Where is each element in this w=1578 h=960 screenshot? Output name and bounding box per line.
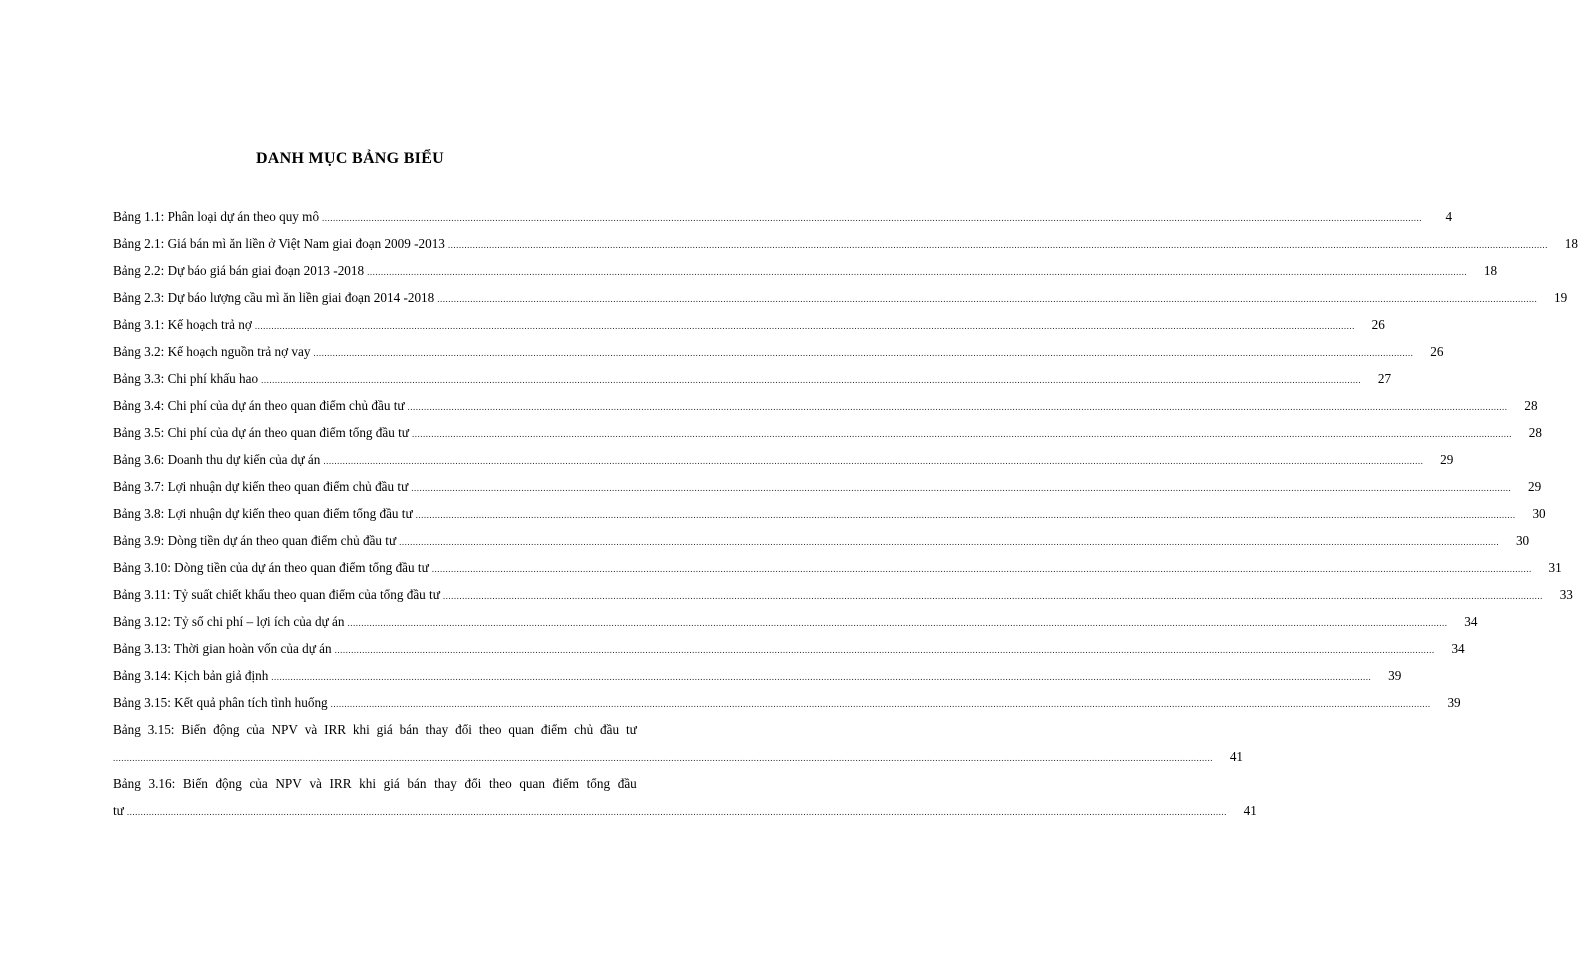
toc-word: bán [407,776,427,791]
dot-leader: ................................................................................................................................................................................................................................................................................................................................................................................................................ [254,321,1355,331]
toc-word: giá [383,776,400,791]
dot-leader: ................................................................................................................................................................................................................................................................................................................................................................................................................ [113,753,1213,763]
toc-word: của [249,776,268,791]
toc-entry-label: Bảng 3.15: Kết quả phân tích tình huống [113,695,328,710]
dot-leader: ................................................................................................................................................................................................................................................................................................................................................................................................................ [271,672,1372,682]
toc-entry [113,365,1392,392]
dot-leader: ................................................................................................................................................................................................................................................................................................................................................................................................................ [411,429,1512,439]
toc-entry-page: 41 [1243,803,1257,818]
toc-entry-page: 27 [1377,371,1392,386]
toc-word: Bảng [113,776,141,791]
toc-entry-label: Bảng 3.6: Doanh thu dự kiến của dự án [113,452,321,467]
dot-leader: ................................................................................................................................................................................................................................................................................................................................................................................................................ [334,645,1435,655]
toc-entry [113,203,1453,230]
toc-word: khi [352,722,370,737]
dot-leader: ................................................................................................................................................................................................................................................................................................................................................................................................................ [322,213,1423,223]
toc-entry [113,419,1542,446]
table-of-contents [113,203,1578,824]
toc-entry [113,689,1461,716]
dot-leader: ................................................................................................................................................................................................................................................................................................................................................................................................................ [313,348,1414,358]
toc-entry-page: 18 [1483,263,1498,278]
dot-leader: ................................................................................................................................................................................................................................................................................................................................................................................................................ [447,240,1548,250]
toc-entry-page: 33 [1559,587,1573,602]
toc-entry-label: Bảng 1.1: Phân loại dự án theo quy mô [113,209,320,224]
toc-entry-page: 34 [1464,614,1478,629]
toc-entry-label: Bảng 3.9: Dòng tiền dự án theo quan điểm chủ đầu tư [113,533,397,548]
toc-entry-label: Bảng 3.2: Kế hoạch nguồn trả nợ vay [113,344,311,359]
toc-entry-label: Bảng 3.12: Tỷ số chi phí – lợi ích của dự án [113,614,345,629]
toc-word: đổi [455,722,472,737]
toc-word: đổi [464,776,482,791]
dot-leader: ................................................................................................................................................................................................................................................................................................................................................................................................................ [442,591,1543,601]
toc-word: IRR [324,722,347,737]
toc-word: điểm [552,776,579,791]
dot-leader: ................................................................................................................................................................................................................................................................................................................................................................................................................ [367,267,1468,277]
toc-word: đầu [617,776,637,791]
toc-entry [113,257,1498,284]
dot-leader: ................................................................................................................................................................................................................................................................................................................................................................................................................ [411,483,1512,493]
toc-entry-page: 29 [1528,479,1542,494]
toc-entry-page: 26 [1430,344,1444,359]
toc-entry-label: Bảng 3.3: Chi phí khấu hao [113,371,259,386]
toc-word: khi [359,776,377,791]
toc-word: của [246,722,265,737]
dot-leader: ................................................................................................................................................................................................................................................................................................................................................................................................................ [407,402,1508,412]
dot-leader: ................................................................................................................................................................................................................................................................................................................................................................................................................ [261,375,1362,385]
dot-leader: ................................................................................................................................................................................................................................................................................................................................................................................................................ [437,294,1538,304]
toc-entry-page: 28 [1528,425,1542,440]
dot-leader: ................................................................................................................................................................................................................................................................................................................................................................................................................ [323,456,1424,466]
toc-word: động [213,722,240,737]
toc-entry-label-continuation: tư [113,803,124,818]
toc-entry [113,446,1454,473]
toc-entry [113,338,1444,365]
toc-entry-page: 39 [1447,695,1461,710]
toc-word: động [215,776,242,791]
toc-entry-label: Bảng 3.14: Kịch bản giả định [113,668,269,683]
toc-entry [113,662,1402,689]
dot-leader: ................................................................................................................................................................................................................................................................................................................................................................................................................ [347,618,1448,628]
toc-entry [113,284,1568,311]
toc-word: chủ [574,722,594,737]
toc-entry-page: 29 [1440,452,1454,467]
toc-entry-page: 26 [1371,317,1385,332]
toc-entry [113,500,1546,527]
toc-entry-label: Bảng 2.1: Giá bán mì ăn liền ở Việt Nam giai đoạn 2009 -2013 [113,236,445,251]
toc-word: thay [425,722,449,737]
toc-entry-label [113,716,637,743]
dot-leader: ................................................................................................................................................................................................................................................................................................................................................................................................................ [126,807,1227,817]
toc-word: IRR [329,776,352,791]
toc-entry-page: 34 [1451,641,1465,656]
toc-entry-label: Bảng 3.5: Chi phí của dự án theo quan điểm tổng đầu tư [113,425,409,440]
toc-word: điểm [540,722,568,737]
toc-entry-label: Bảng 3.4: Chi phí của dự án theo quan điểm chủ đầu tư [113,398,405,413]
toc-word: thay [434,776,457,791]
toc-word: Biến [182,776,208,791]
dot-leader: ................................................................................................................................................................................................................................................................................................................................................................................................................ [330,699,1431,709]
toc-entry-page: 18 [1564,236,1578,251]
toc-word: tổng [586,776,611,791]
toc-word: 3.16: [148,776,176,791]
toc-word: 3.15: [147,722,175,737]
toc-word: NPV [275,776,302,791]
toc-entry [113,581,1573,608]
toc-entry-wrapped [113,770,1257,824]
toc-entry-page: 19 [1554,290,1568,305]
toc-entry-label: Bảng 3.1: Kế hoạch trả nợ [113,317,252,332]
toc-word: đầu [600,722,620,737]
dot-leader: ................................................................................................................................................................................................................................................................................................................................................................................................................ [415,510,1516,520]
toc-entry [113,608,1478,635]
toc-entry-wrapped [113,716,1243,770]
toc-entry-page: 28 [1524,398,1538,413]
toc-entry-label: Bảng 2.2: Dự báo giá bán giai đoạn 2013 -2018 [113,263,365,278]
toc-word: theo [478,722,502,737]
toc-entry-label: Bảng 2.3: Dự báo lượng cầu mì ăn liền giai đoạn 2014 -2018 [113,290,435,305]
toc-entry [113,473,1542,500]
toc-entry-label: Bảng 3.10: Dòng tiền của dự án theo quan điểm tổng đầu tư [113,560,429,575]
toc-entry-page: 30 [1532,506,1546,521]
toc-entry-label: Bảng 3.11: Tỷ suất chiết khấu theo quan điểm của tổng đầu tư [113,587,440,602]
toc-word: quan [508,722,535,737]
toc-word: NPV [271,722,298,737]
toc-entry [113,527,1530,554]
toc-word: Bảng [113,722,141,737]
toc-entry-label: Bảng 3.13: Thời gian hoàn vốn của dự án [113,641,332,656]
toc-word: bán [399,722,419,737]
toc-word: giá [376,722,393,737]
toc-entry-page: 4 [1445,209,1453,224]
toc-word: quan [519,776,545,791]
dot-leader: ................................................................................................................................................................................................................................................................................................................................................................................................................ [399,537,1500,547]
toc-word: và [309,776,322,791]
toc-entry-page: 31 [1548,560,1562,575]
toc-entry-label [113,770,637,797]
toc-entry [113,392,1538,419]
toc-entry-page: 39 [1388,668,1402,683]
toc-entry [113,554,1562,581]
toc-entry [113,311,1385,338]
toc-word: Biến [181,722,207,737]
toc-entry [113,635,1465,662]
toc-entry-page: 30 [1515,533,1530,548]
toc-word: theo [488,776,512,791]
dot-leader: ................................................................................................................................................................................................................................................................................................................................................................................................................ [431,564,1532,574]
toc-word: tư [625,722,637,737]
toc-word: và [304,722,318,737]
toc-entry-continuation [113,797,1257,824]
toc-entry-label: Bảng 3.8: Lợi nhuận dự kiến theo quan điểm tổng đầu tư [113,506,413,521]
toc-entry [113,230,1578,257]
toc-entry-page: 41 [1229,749,1243,764]
page-title: DANH MỤC BẢNG BIỂU [255,150,445,167]
toc-entry-continuation [113,743,1243,770]
toc-entry-label: Bảng 3.7: Lợi nhuận dự kiến theo quan điểm chủ đầu tư [113,479,409,494]
